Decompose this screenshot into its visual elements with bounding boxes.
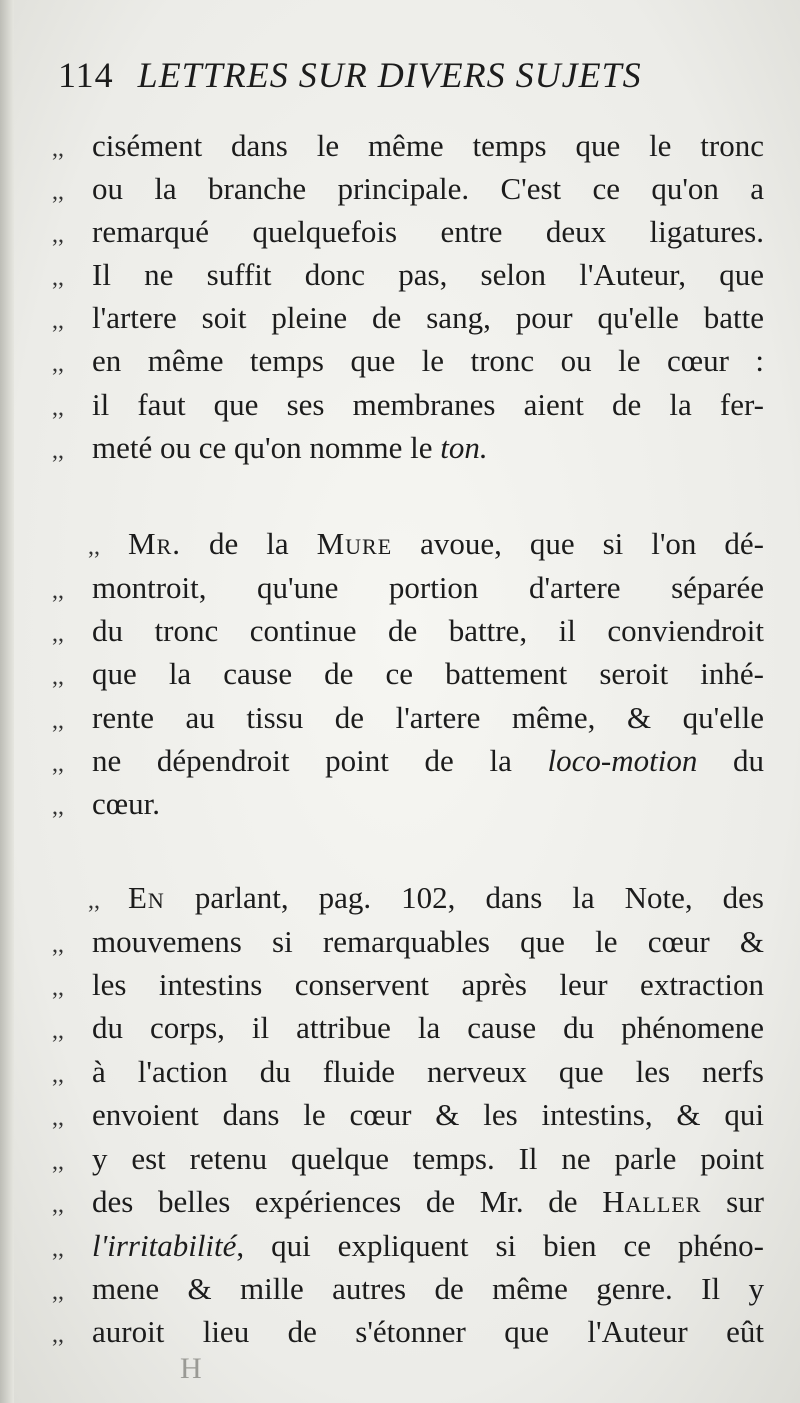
- text-line: [88, 876, 764, 920]
- quote-mark: ,,: [52, 1236, 64, 1262]
- text-line: [52, 1224, 764, 1268]
- quote-mark: ,,: [52, 1279, 64, 1305]
- text-line: [52, 383, 764, 427]
- text-line: [52, 167, 764, 211]
- text-span: ne dépendroit point de la: [92, 743, 548, 778]
- quote-mark: ,,: [52, 1105, 64, 1131]
- quote-mark: ,,: [52, 975, 64, 1001]
- text-line: [88, 522, 764, 566]
- text-line: [52, 1267, 764, 1311]
- line-text: du tronc continue de battre, il conviendroit: [92, 613, 764, 648]
- text-line: [52, 210, 764, 254]
- line-text: il faut que ses membranes aient de la fer-: [92, 387, 764, 422]
- quote-mark: ,,: [52, 1062, 64, 1088]
- quote-mark: ,,: [52, 308, 64, 334]
- line-text: à l'action du fluide nerveux que les nerfs: [92, 1054, 764, 1089]
- quote-mark: ,,: [52, 578, 64, 604]
- quote-mark: ,,: [52, 664, 64, 690]
- text-line: [52, 739, 764, 783]
- signature-mark: H: [180, 1352, 202, 1385]
- quote-mark: ,,: [52, 136, 64, 162]
- line-text: [92, 1180, 764, 1224]
- quote-mark: ,,: [52, 351, 64, 377]
- quote-mark: ,,: [52, 1149, 64, 1175]
- text-line: [52, 1180, 764, 1224]
- line-text: montroit, qu'une portion d'artere séparée: [92, 570, 764, 605]
- smallcaps-word: En: [128, 880, 165, 915]
- quote-mark: ,,: [52, 751, 64, 777]
- quote-mark: ,,: [52, 179, 64, 205]
- line-text: [92, 739, 764, 783]
- text-line: [52, 1310, 764, 1354]
- smallcaps-name: Mure: [316, 526, 393, 561]
- line-text: [92, 1224, 764, 1268]
- text-line: [52, 609, 764, 653]
- text-line: [52, 1006, 764, 1050]
- running-title: LETTRES SUR DIVERS SUJETS: [137, 55, 642, 95]
- line-text: ou la branche principale. C'est ce qu'on a: [92, 171, 764, 206]
- text-line: [52, 696, 764, 740]
- text-line: [52, 782, 764, 826]
- line-text: en même temps que le tronc ou le cœur :: [92, 343, 764, 378]
- text-span: , qui expliquent si bien ce phéno-: [236, 1228, 764, 1263]
- page-edge: [0, 0, 14, 1403]
- line-text: envoient dans le cœur & les intestins, & qui: [92, 1097, 764, 1132]
- line-text: Il ne suffit donc pas, selon l'Auteur, que: [92, 257, 764, 292]
- line-text: cisément dans le même temps que le tronc: [92, 128, 764, 163]
- text-line: [52, 339, 764, 383]
- quote-mark: ,,: [52, 395, 64, 421]
- line-text: l'artere soit pleine de sang, pour qu'elle batte: [92, 300, 764, 335]
- line-text: les intestins conservent après leur extraction: [92, 967, 764, 1002]
- line-text: que la cause de ce battement seroit inhé-: [92, 656, 764, 691]
- quote-mark: ,,: [52, 621, 64, 647]
- smallcaps-name: Haller: [602, 1184, 702, 1219]
- italic-term: loco-motion: [547, 743, 698, 778]
- line-text: [128, 522, 764, 566]
- text-line: [52, 920, 764, 964]
- running-header: [58, 52, 758, 98]
- page-number: 114: [58, 55, 114, 95]
- line-text: y est retenu quelque temps. Il ne parle point: [92, 1141, 764, 1176]
- text-line: [52, 963, 764, 1007]
- quote-mark: ,,: [52, 1322, 64, 1348]
- line-text: [128, 876, 764, 920]
- text-span: du: [697, 743, 765, 778]
- line-text: mene & mille autres de même genre. Il y: [92, 1271, 764, 1306]
- text-line: [52, 1093, 764, 1137]
- quote-mark: ,,: [52, 932, 64, 958]
- text-line: [52, 566, 764, 610]
- smallcaps-name: Mr.: [128, 526, 181, 561]
- quote-mark: ,,: [52, 708, 64, 734]
- text-span: meté ou ce qu'on nomme le: [92, 430, 441, 465]
- italic-term: ton.: [440, 430, 488, 465]
- line-text: du corps, il attribue la cause du phénomene: [92, 1010, 764, 1045]
- text-line: [52, 253, 764, 297]
- line-text: remarqué quelquefois entre deux ligatures.: [92, 214, 764, 249]
- quote-mark: ,,: [52, 1018, 64, 1044]
- quote-mark: ,,: [88, 534, 100, 560]
- line-text: rente au tissu de l'artere même, & qu'elle: [92, 700, 764, 735]
- text-line: [52, 1137, 764, 1181]
- text-line: [52, 426, 764, 470]
- line-text: [92, 426, 764, 470]
- italic-term: l'irritabilité: [92, 1228, 237, 1263]
- quote-mark: ,,: [52, 265, 64, 291]
- quote-mark: ,,: [52, 1192, 64, 1218]
- quote-mark: ,,: [52, 794, 64, 820]
- line-text: cœur.: [92, 786, 161, 821]
- text-line: [52, 652, 764, 696]
- text-line: [52, 1050, 764, 1094]
- text-span: des belles expériences de Mr. de: [92, 1184, 603, 1219]
- text-line: [52, 124, 764, 168]
- text-span: sur: [701, 1184, 765, 1219]
- quote-mark: ,,: [52, 438, 64, 464]
- text-span: de la: [181, 526, 317, 561]
- line-text: mouvemens si remarquables que le cœur &: [92, 924, 764, 959]
- text-span: parlant, pag. 102, dans la Note, des: [164, 880, 764, 915]
- text-line: [52, 296, 764, 340]
- text-span: avoue, que si l'on dé-: [392, 526, 764, 561]
- quote-mark: ,,: [52, 222, 64, 248]
- quote-mark: ,,: [88, 888, 100, 914]
- line-text: auroit lieu de s'étonner que l'Auteur eût: [92, 1314, 764, 1349]
